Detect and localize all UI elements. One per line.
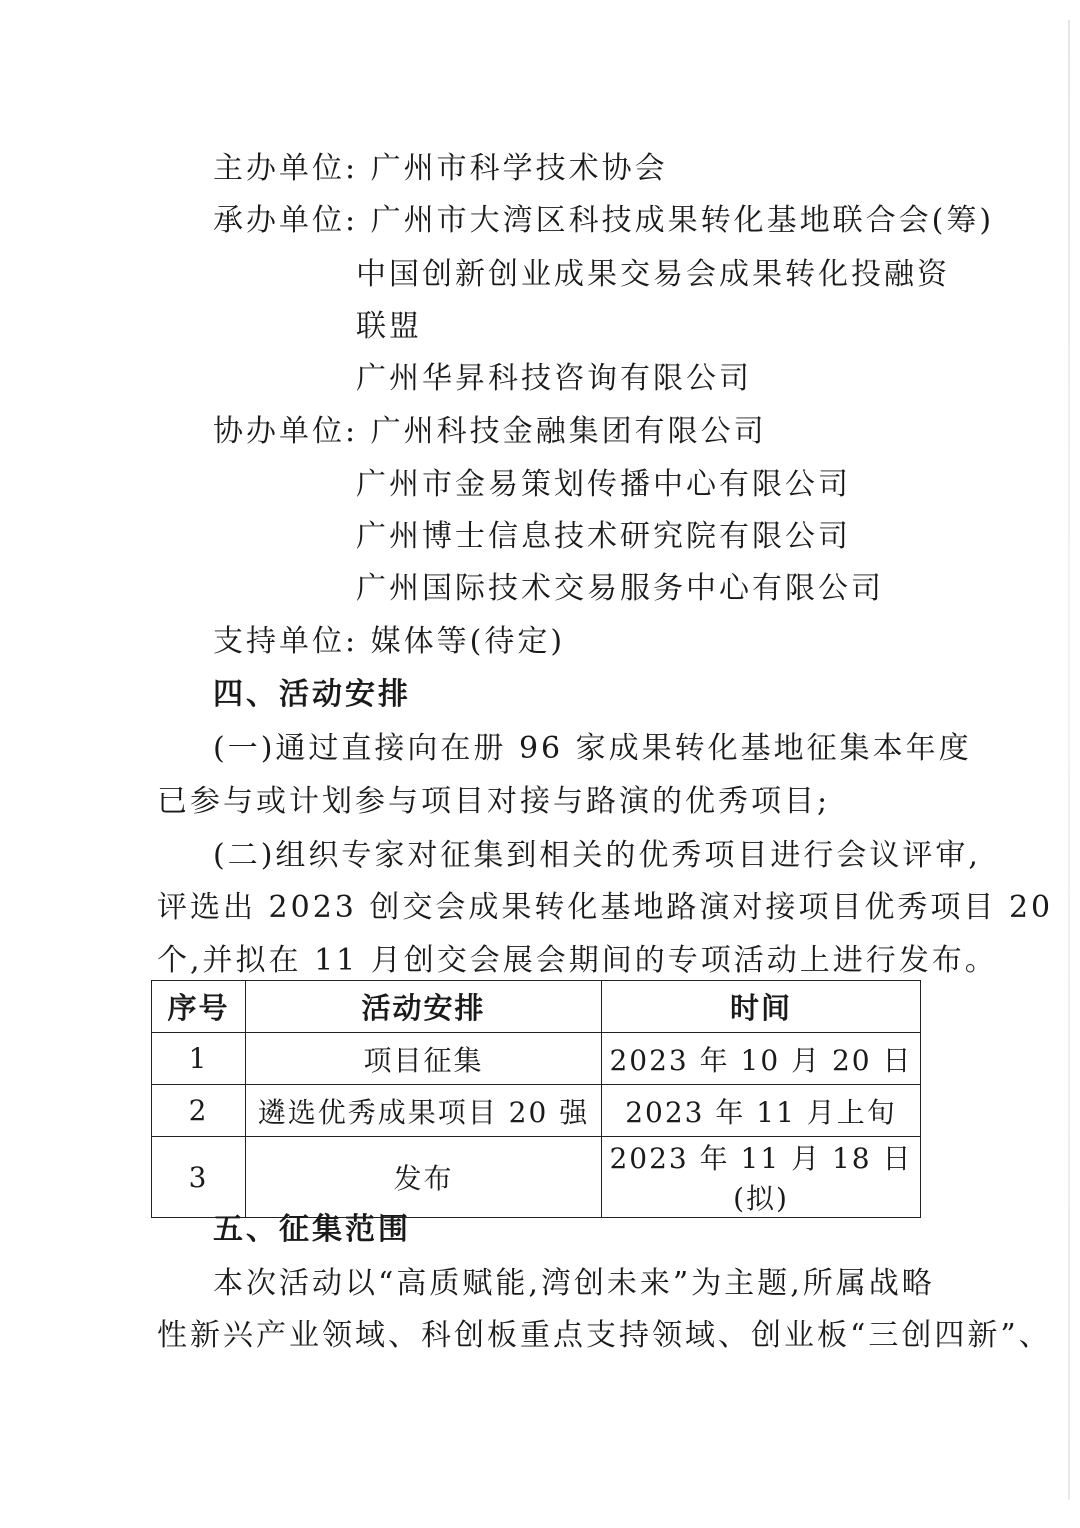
row-activity: 发布	[246, 1137, 602, 1218]
row-time: 2023 年 11 月上旬	[602, 1085, 921, 1137]
support-row	[213, 622, 565, 662]
section-4-para-2-line-1: (二)组织专家对征集到相关的优秀项目进行会议评审,	[213, 838, 981, 873]
co-organizer-row	[213, 412, 767, 452]
row-index: 3	[152, 1137, 246, 1218]
co-organizer-value-3: 广州博士信息技术研究院有限公司	[356, 519, 851, 554]
table-row	[152, 1137, 921, 1218]
header-index: 序号	[152, 981, 246, 1033]
undertaker-value-1: 广州市大湾区科技成果转化基地联合会(筹)	[370, 203, 995, 238]
undertaker-value-3: 联盟	[356, 309, 422, 344]
page-edge-shadow	[1068, 20, 1070, 1500]
table-row	[152, 1033, 921, 1085]
section-4-para-1-line-1: (一)通过直接向在册 96 家成果转化基地征集本年度	[213, 731, 972, 766]
section-4-heading: 四、活动安排	[213, 677, 411, 712]
schedule-table	[151, 980, 921, 1218]
host-label: 主办单位:	[213, 151, 359, 186]
co-organizer-value-4: 广州国际技术交易服务中心有限公司	[356, 571, 884, 606]
row-time: 2023 年 11 月 18 日(拟)	[602, 1137, 921, 1218]
section-5-para-1-line-2: 性新兴产业领域、科创板重点支持领域、创业板“三创四新”、	[157, 1318, 1052, 1353]
row-activity: 项目征集	[246, 1033, 602, 1085]
row-index: 1	[152, 1033, 246, 1085]
undertaker-value-4: 广州华昇科技咨询有限公司	[356, 361, 752, 396]
host-row	[213, 149, 668, 189]
row-activity: 遴选优秀成果项目 20 强	[246, 1085, 602, 1137]
section-4-para-2-line-2: 评选出 2023 创交会成果转化基地路演对接项目优秀项目 20	[157, 890, 1054, 925]
co-organizer-value-1: 广州科技金融集团有限公司	[370, 414, 767, 449]
undertaker-label: 承办单位:	[213, 203, 359, 238]
table-row	[152, 1085, 921, 1137]
host-value: 广州市科学技术协会	[370, 151, 668, 186]
header-activity: 活动安排	[246, 981, 602, 1033]
co-organizer-value-2: 广州市金易策划传播中心有限公司	[356, 467, 851, 502]
support-value: 媒体等(待定)	[370, 624, 566, 659]
row-index: 2	[152, 1085, 246, 1137]
undertaker-row	[213, 201, 994, 241]
section-5-para-1-line-1: 本次活动以“高质赋能,湾创未来”为主题,所属战略	[213, 1266, 935, 1301]
section-5-heading: 五、征集范围	[213, 1212, 411, 1247]
co-organizer-label: 协办单位:	[213, 414, 359, 449]
header-time: 时间	[602, 981, 921, 1033]
row-time: 2023 年 10 月 20 日	[602, 1033, 921, 1085]
table-header-row	[152, 981, 921, 1033]
section-4-para-1-line-2: 已参与或计划参与项目对接与路演的优秀项目;	[157, 784, 831, 819]
undertaker-value-2: 中国创新创业成果交易会成果转化投融资	[356, 257, 950, 292]
support-label: 支持单位:	[213, 624, 359, 659]
section-4-para-2-line-3: 个,并拟在 11 月创交会展会期间的专项活动上进行发布。	[157, 943, 998, 978]
